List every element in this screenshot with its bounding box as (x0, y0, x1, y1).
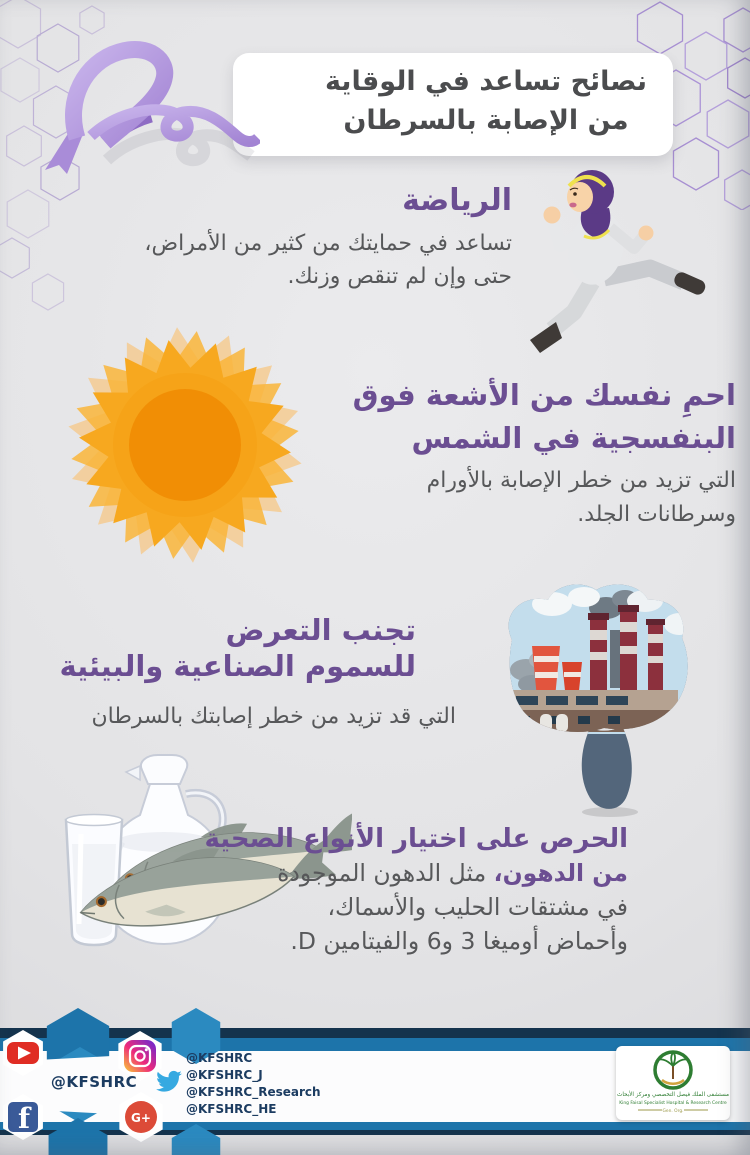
uv-heading (353, 374, 736, 460)
facebook-glyph: f (17, 1102, 31, 1135)
uv-body-line2: وسرطانات الجلد. (577, 502, 736, 527)
exercise-body-line2: حتى وإن لم تنقص وزنك. (287, 264, 512, 289)
fats-heading-line2 (205, 856, 628, 890)
fats-body-line2: وأحماض أوميغا 3 و6 والفيتامين D. (290, 927, 628, 955)
exercise-body (144, 227, 512, 293)
handle-youtube-instagram: @KFSHRC (186, 1051, 253, 1065)
google-plus-glyph: G+ (131, 1111, 151, 1125)
page-title-line1: نصائح تساعد في الوقاية (324, 66, 648, 97)
handle-twitter-j: @KFSHRC_J (186, 1068, 263, 1082)
toxins-heading-line1: تجنب التعرض (225, 613, 416, 647)
uv-heading-line1: احمِ نفسك من الأشعة فوق (352, 378, 736, 412)
toxins-body: التي قد تزيد من خطر إصابتك بالسرطان (91, 704, 456, 729)
exercise-body-line1: تساعد في حمايتك من كثير من الأمراض، (144, 231, 512, 256)
instagram-icon (124, 1040, 156, 1072)
toxins-heading-line2: للسموم الصناعية والبيئية (59, 649, 416, 683)
fats-heading-highlight: من الدهون، (493, 859, 628, 887)
logo-name-arabic: مستشفى الملك فيصل التخصصي ومركز الأبحاث (617, 1092, 729, 1098)
page-title (233, 62, 673, 140)
youtube-icon (7, 1042, 39, 1064)
uv-heading-line2: البنفسجية في الشمس (411, 421, 736, 455)
hospital-logo-card (616, 1046, 730, 1120)
uv-body (427, 464, 736, 532)
google-plus-icon (125, 1101, 157, 1133)
uv-body-line1: التي تزيد من خطر الإصابة بالأورام (426, 468, 736, 493)
sun-icon (55, 325, 315, 565)
handle-research: @KFSHRC_Research (186, 1085, 321, 1099)
factory-thumbs-down-icon (482, 578, 712, 818)
page-title-line2: من الإصابة بالسرطان (343, 105, 629, 136)
awareness-ribbon-icon (25, 16, 260, 178)
handle-he: @KFSHRC_HE (186, 1102, 277, 1116)
toxins-heading (60, 612, 416, 684)
fats-body-line1: في مشتقات الحليب والأسماك، (327, 893, 628, 921)
exercise-heading: الرياضة (402, 183, 512, 218)
logo-org: Gen. Org. (662, 1109, 684, 1114)
social-handles-list (186, 1050, 321, 1118)
hospital-logo (616, 1046, 730, 1120)
fats-heading-line1: الحرص على اختيار الأنواع الصحية (204, 824, 628, 854)
running-woman-icon (492, 150, 712, 365)
fats-text (205, 822, 628, 958)
logo-name-english: King Faisal Specialist Hospital & Research Centre (619, 1101, 727, 1106)
facebook-icon (8, 1102, 38, 1135)
kfshrc-main-handle: @KFSHRC (50, 1073, 138, 1091)
fats-heading-rest: مثل الدهون الموجودة (277, 859, 487, 887)
